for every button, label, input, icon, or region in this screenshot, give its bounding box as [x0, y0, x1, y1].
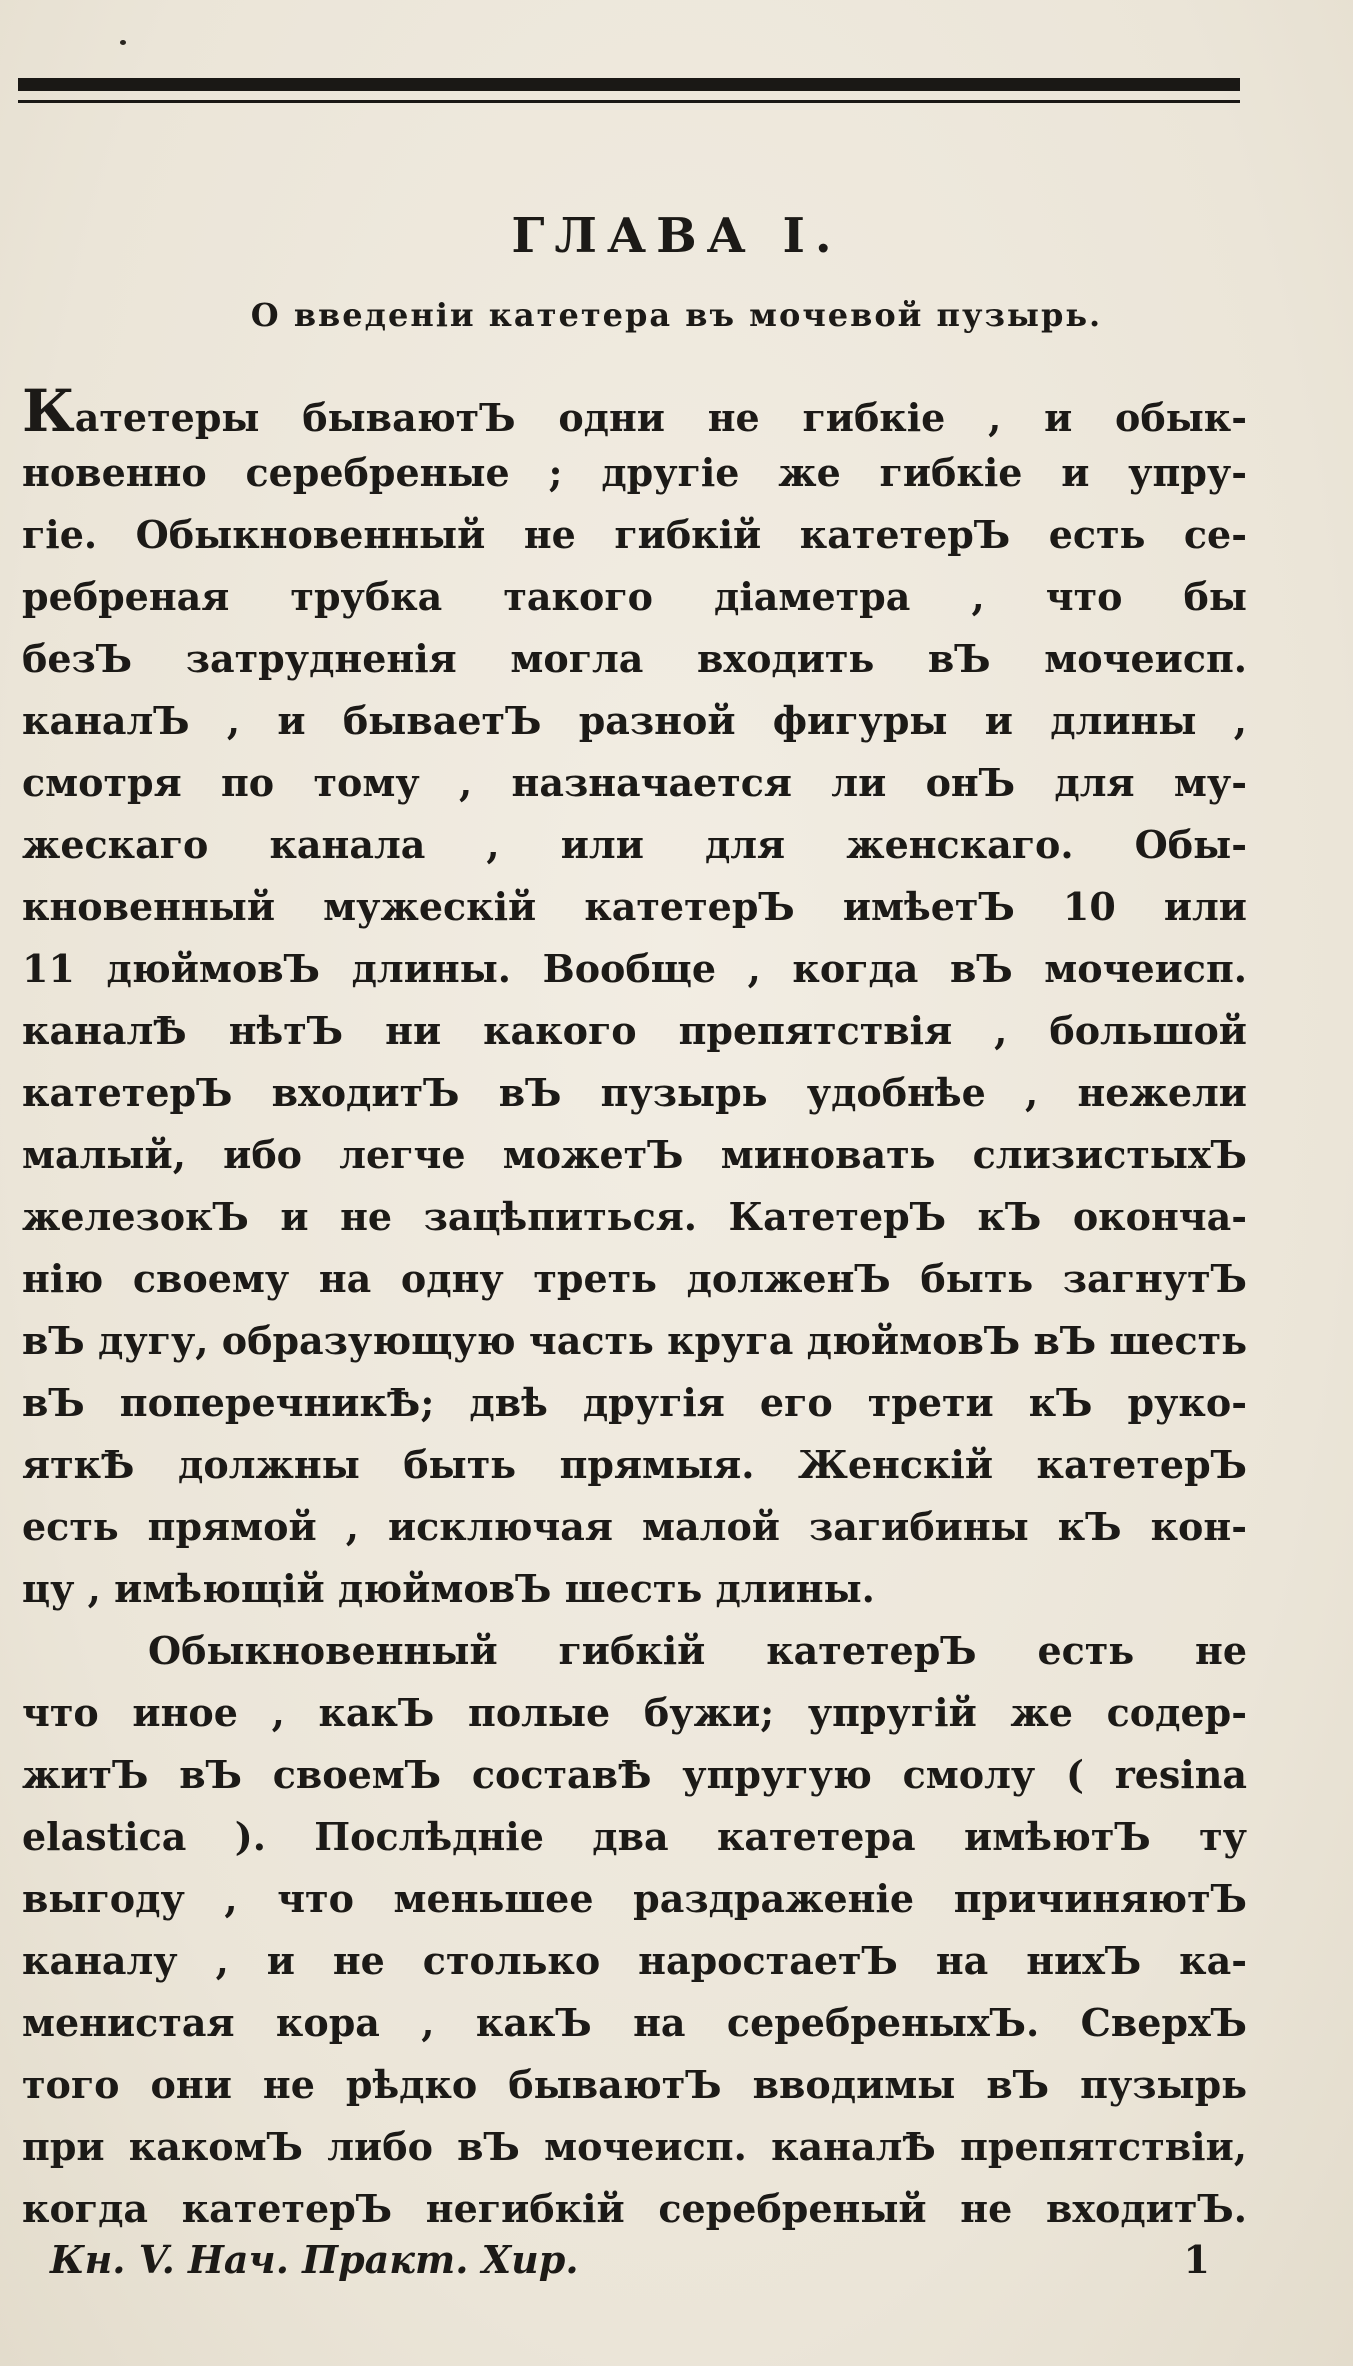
header-rule-thin — [18, 100, 1240, 103]
text-line: выгоду , что меньшее раздраженiе причиняютЪ — [22, 1876, 1247, 1921]
signature-mark: Кн. V. Нач. Практ. Хир. — [50, 2237, 579, 2282]
text-line: что иное , какЪ полые бужи; упругiй же содер- — [22, 1690, 1247, 1735]
text-line: менистая кора , какЪ на серебреныхЪ. СверхЪ — [22, 2000, 1247, 2045]
text-line: гiе. Обыкновенный не гибкiй катетерЪ есть се- — [22, 512, 1247, 557]
text-line: каналу , и не столько наростаетЪ на нихЪ ка- — [22, 1938, 1247, 1983]
text-line: железокЪ и не зацѣпиться. КатетерЪ кЪ оконча- — [22, 1194, 1247, 1239]
page-number: 1 — [1183, 2237, 1210, 2282]
chapter-heading: ГЛАВА I. — [511, 208, 842, 264]
text-line: безЪ затрудненiя могла входить вЪ мочеисп. — [22, 636, 1247, 681]
text-line: нiю своему на одну треть долженЪ быть загнутЪ — [22, 1256, 1247, 1301]
text-line: цу , имѣющiй дюймовЪ шесть длины. — [22, 1566, 875, 1611]
text-line: Обыкновенный гибкiй катетерЪ есть не — [148, 1628, 1247, 1673]
text-line — [22, 380, 1247, 442]
text-line: новенно серебреные ; другiе же гибкiе и упру- — [22, 450, 1247, 495]
text-line: вЪ поперечникѢ; двѣ другiя его трети кЪ руко- — [22, 1380, 1247, 1425]
page-footer — [50, 2237, 1210, 2287]
text-line: 11 дюймовЪ длины. Вообще , когда вЪ мочеисп. — [22, 946, 1247, 991]
drop-cap: К — [22, 380, 75, 442]
text-line: того они не рѣдко бываютЪ вводимы вЪ пузырь — [22, 2062, 1247, 2107]
ink-speck — [120, 40, 126, 45]
text-line: при какомЪ либо вЪ мочеисп. каналѢ препятствiи, — [22, 2124, 1247, 2169]
text-line: житЪ вЪ своемЪ составѢ упругую смолу ( resina — [22, 1752, 1247, 1797]
text-line: каналЪ , и бываетЪ разной фигуры и длины , — [22, 698, 1247, 743]
text-line: вЪ дугу, образующую часть круга дюймовЪ вЪ шесть — [22, 1318, 1247, 1363]
text-line: ребреная трубка такого дiаметра , что бы — [22, 574, 1247, 619]
text-line: есть прямой , исключая малой загибины кЪ кон- — [22, 1504, 1247, 1549]
text-line: когда катетерЪ негибкiй серебреный не входитЪ. — [22, 2186, 1247, 2231]
text-line: каналѢ нѣтЪ ни какого препятствiя , большой — [22, 1008, 1247, 1053]
text-line: яткѢ должны быть прямыя. Женскiй катетерЪ — [22, 1442, 1247, 1487]
text-line: катетерЪ входитЪ вЪ пузырь удобнѣе , нежели — [22, 1070, 1247, 1115]
text-line: кновенный мужескiй катетерЪ имѣетЪ 10 или — [22, 884, 1247, 929]
text-line-content: атетеры бываютЪ одни не гибкiе , и обык- — [74, 395, 1247, 440]
body-text — [22, 380, 1247, 2240]
text-line: смотря по тому , назначается ли онЪ для му- — [22, 760, 1247, 805]
header-rule-thick — [18, 78, 1240, 91]
text-line: малый, ибо легче можетЪ миновать слизистыхЪ — [22, 1132, 1247, 1177]
text-line: жескаго канала , или для женскаго. Обы- — [22, 822, 1247, 867]
chapter-subtitle: О введенiи катетера въ мочевой пузырь. — [250, 296, 1103, 334]
text-line: elastica ). Послѣднiе два катетера имѣютЪ ту — [22, 1814, 1247, 1859]
